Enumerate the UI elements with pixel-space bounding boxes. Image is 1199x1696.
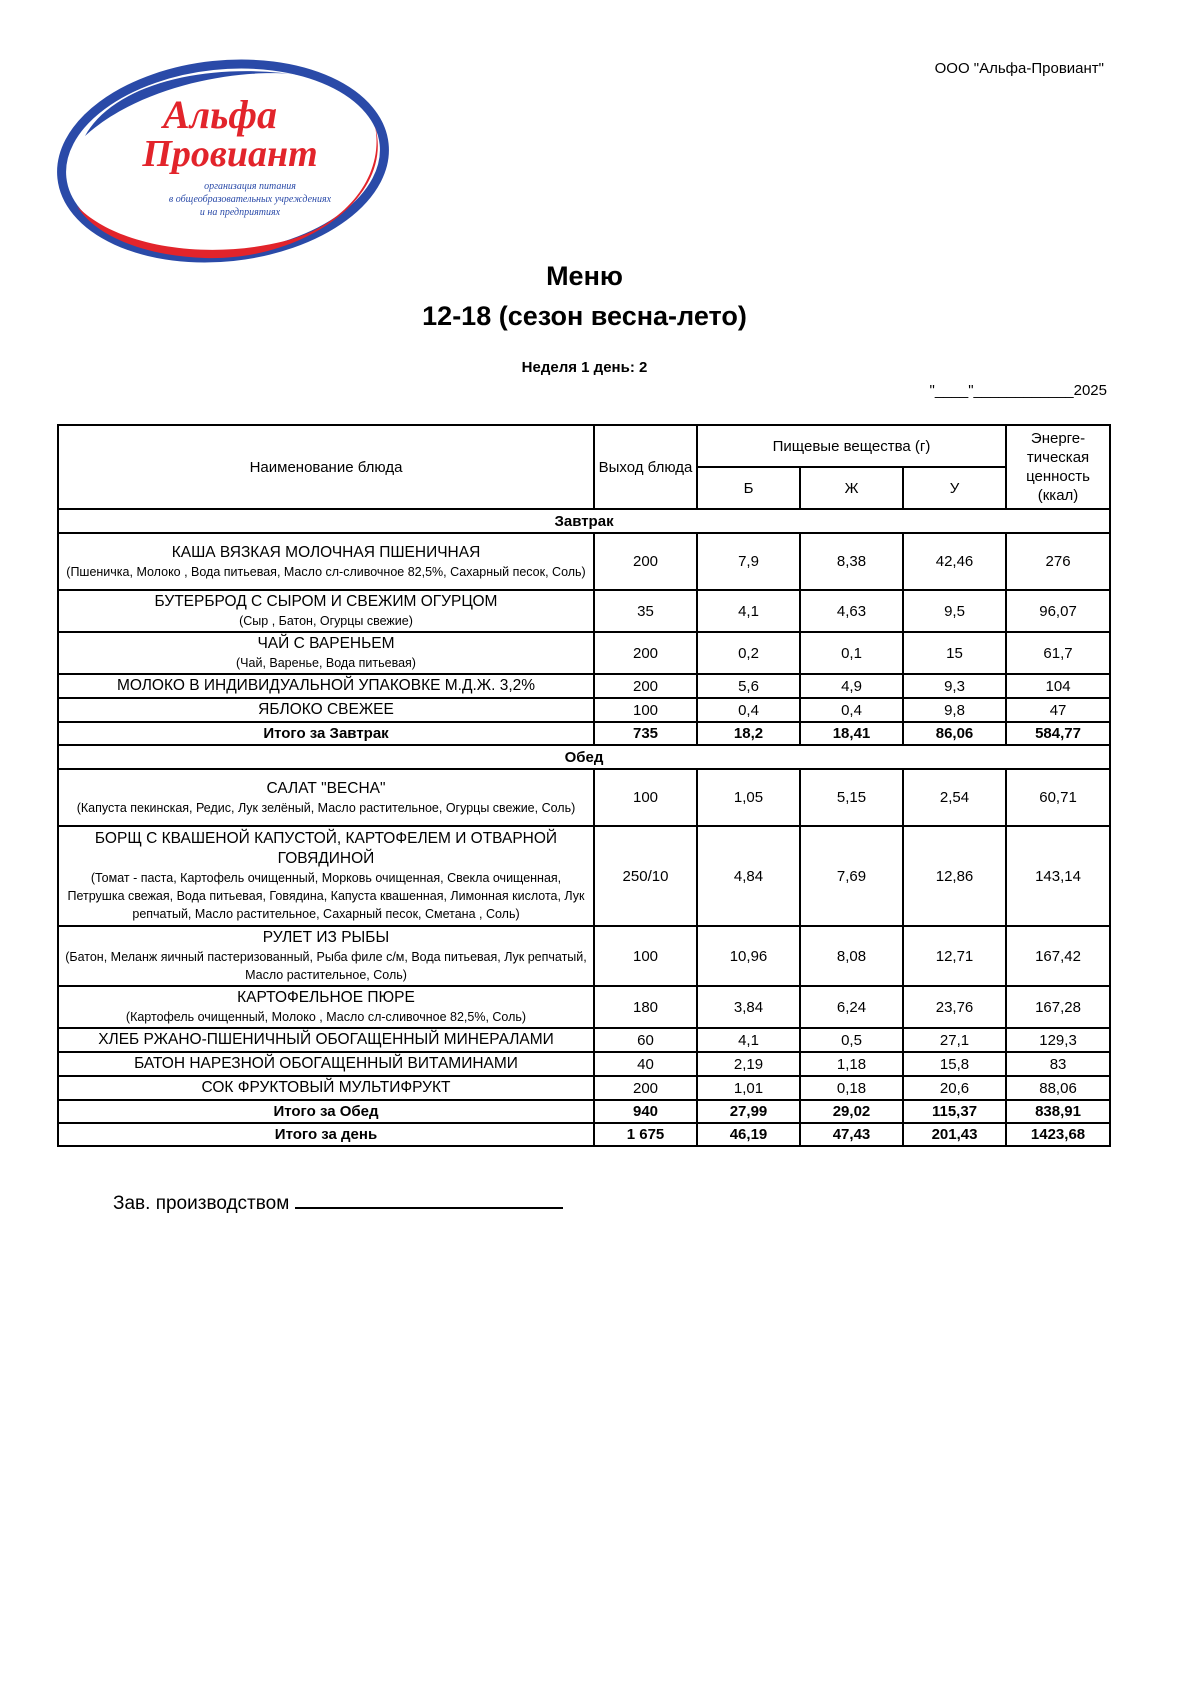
total-kcal: 838,91 (1006, 1100, 1110, 1123)
total-label: Итого за Завтрак (58, 722, 594, 745)
section-lunch: Обед (58, 745, 1110, 769)
table-row (58, 1028, 1110, 1052)
header-name: Наименование блюда (58, 425, 594, 509)
header-energy: Энерге-тическая ценность (ккал) (1006, 425, 1110, 509)
dish-fat: 0,18 (800, 1076, 903, 1100)
total-yield: 940 (594, 1100, 697, 1123)
dish-yield: 60 (594, 1028, 697, 1052)
dish-name: САЛАТ "ВЕСНА" (266, 779, 386, 797)
table-row (58, 1076, 1110, 1100)
total-label: Итого за Обед (58, 1100, 594, 1123)
dish-kcal: 88,06 (1006, 1076, 1110, 1100)
dish-name: ХЛЕБ РЖАНО-ПШЕНИЧНЫЙ ОБОГАЩЕННЫЙ МИНЕРАЛАМИ (98, 1031, 554, 1048)
dish-fat: 8,38 (800, 533, 903, 590)
table-row (58, 590, 1110, 632)
dish-yield: 200 (594, 1076, 697, 1100)
day-total-yield: 1 675 (594, 1123, 697, 1146)
dish-protein: 2,19 (697, 1052, 800, 1076)
dish-yield: 200 (594, 674, 697, 698)
dish-yield: 100 (594, 698, 697, 722)
dish-fat: 4,63 (800, 590, 903, 632)
dish-fat: 8,08 (800, 926, 903, 986)
table-row (58, 632, 1110, 674)
dish-protein: 1,05 (697, 769, 800, 826)
dish-yield: 35 (594, 590, 697, 632)
dish-fat: 5,15 (800, 769, 903, 826)
dish-yield: 200 (594, 632, 697, 674)
dish-carbs: 12,86 (903, 826, 1006, 926)
dish-yield: 250/10 (594, 826, 697, 926)
header-protein: Б (697, 467, 800, 509)
date-field: "____"____________2025 (929, 382, 1107, 399)
total-protein: 27,99 (697, 1100, 800, 1123)
dish-carbs: 9,5 (903, 590, 1006, 632)
dish-ingredients: (Чай, Варенье, Вода питьевая) (236, 656, 416, 670)
logo-sub2: в общеобразовательных учреждениях (168, 194, 332, 205)
table-row-total (58, 1100, 1110, 1123)
dish-protein: 5,6 (697, 674, 800, 698)
table-row-total (58, 722, 1110, 745)
table-row (58, 674, 1110, 698)
table-row (58, 1052, 1110, 1076)
dish-carbs: 9,8 (903, 698, 1006, 722)
dish-fat: 0,5 (800, 1028, 903, 1052)
logo-sub3: и на предприятиях (199, 207, 281, 218)
header-yield: Выход блюда (594, 425, 697, 509)
dish-ingredients: (Картофель очищенный, Молоко , Масло сл-сливочное 82,5%, Соль) (125, 1010, 527, 1024)
dish-protein: 0,4 (697, 698, 800, 722)
table-row (58, 926, 1110, 986)
dish-name: ЧАЙ С ВАРЕНЬЕМ (257, 635, 395, 652)
day-total-carbs: 201,43 (903, 1123, 1006, 1146)
dish-fat: 4,9 (800, 674, 903, 698)
total-yield: 735 (594, 722, 697, 745)
total-carbs: 115,37 (903, 1100, 1006, 1123)
dish-fat: 7,69 (800, 826, 903, 926)
dish-kcal: 47 (1006, 698, 1110, 722)
dish-protein: 0,2 (697, 632, 800, 674)
dish-name: БОРЩ С КВАШЕНОЙ КАПУСТОЙ, КАРТОФЕЛЕМ И ОТВАРНОЙ ГОВЯДИНОЙ (94, 830, 558, 867)
table-row (58, 698, 1110, 722)
dish-protein: 7,9 (697, 533, 800, 590)
dish-kcal: 96,07 (1006, 590, 1110, 632)
dish-carbs: 9,3 (903, 674, 1006, 698)
dish-yield: 180 (594, 986, 697, 1028)
dish-ingredients: (Томат - паста, Картофель очищенный, Морковь очищенная, Свекла очищенная, Петрушка свежая, Вода питьевая, Говядина, Капуста квашенная, Лимонная кислота, Лук репчатый, Масло растительное, Сахарный песок, Сметана , Соль) (67, 871, 585, 921)
total-fat: 18,41 (800, 722, 903, 745)
dish-carbs: 15,8 (903, 1052, 1006, 1076)
dish-yield: 100 (594, 769, 697, 826)
dish-name: РУЛЕТ ИЗ РЫБЫ (262, 929, 390, 946)
dish-fat: 6,24 (800, 986, 903, 1028)
header-fat: Ж (800, 467, 903, 509)
page-subtitle: 12-18 (сезон весна-лето) (422, 301, 747, 331)
header-nutrients: Пищевые вещества (г) (697, 425, 1006, 467)
section-breakfast: Завтрак (58, 509, 1110, 533)
dish-kcal: 143,14 (1006, 826, 1110, 926)
week-day-label: Неделя 1 день: 2 (521, 359, 648, 376)
dish-ingredients: (Пшеничка, Молоко , Вода питьевая, Масло сл-сливочное 82,5%, Сахарный песок, Соль) (66, 564, 586, 579)
dish-yield: 200 (594, 533, 697, 590)
dish-yield: 100 (594, 926, 697, 986)
total-carbs: 86,06 (903, 722, 1006, 745)
logo-sub1: организация питания (204, 181, 296, 192)
dish-kcal: 276 (1006, 533, 1110, 590)
dish-carbs: 23,76 (903, 986, 1006, 1028)
signature-label: Зав. производством (113, 1193, 290, 1214)
dish-carbs: 15 (903, 632, 1006, 674)
table-row (58, 986, 1110, 1028)
dish-protein: 4,84 (697, 826, 800, 926)
dish-name: ЯБЛОКО СВЕЖЕЕ (258, 701, 394, 718)
dish-name: КАРТОФЕЛЬНОЕ ПЮРЕ (237, 989, 415, 1006)
logo-line2: Провиант (142, 133, 318, 175)
dish-kcal: 61,7 (1006, 632, 1110, 674)
signature-line (295, 1191, 563, 1209)
dish-carbs: 20,6 (903, 1076, 1006, 1100)
dish-kcal: 167,42 (1006, 926, 1110, 986)
dish-carbs: 27,1 (903, 1028, 1006, 1052)
dish-kcal: 104 (1006, 674, 1110, 698)
total-fat: 29,02 (800, 1100, 903, 1123)
dish-protein: 1,01 (697, 1076, 800, 1100)
table-row (58, 769, 1110, 826)
day-total-protein: 46,19 (697, 1123, 800, 1146)
signature-block (113, 1191, 563, 1215)
dish-protein: 4,1 (697, 1028, 800, 1052)
table-row (58, 826, 1110, 926)
total-protein: 18,2 (697, 722, 800, 745)
dish-fat: 0,4 (800, 698, 903, 722)
table-row (58, 533, 1110, 590)
dish-protein: 3,84 (697, 986, 800, 1028)
dish-kcal: 83 (1006, 1052, 1110, 1076)
dish-ingredients: (Сыр , Батон, Огурцы свежие) (239, 614, 413, 628)
header-carbs: У (903, 467, 1006, 509)
dish-yield: 40 (594, 1052, 697, 1076)
dish-protein: 4,1 (697, 590, 800, 632)
dish-kcal: 129,3 (1006, 1028, 1110, 1052)
company-logo (55, 56, 391, 266)
dish-name: СОК ФРУКТОВЫЙ МУЛЬТИФРУКТ (201, 1079, 451, 1096)
dish-name: БАТОН НАРЕЗНОЙ ОБОГАЩЕННЫЙ ВИТАМИНАМИ (134, 1055, 518, 1072)
dish-carbs: 12,71 (903, 926, 1006, 986)
dish-carbs: 2,54 (903, 769, 1006, 826)
page-title: Меню (546, 261, 623, 291)
dish-name: МОЛОКО В ИНДИВИДУАЛЬНОЙ УПАКОВКЕ М.Д.Ж. 3,2% (116, 677, 536, 694)
logo-line1: Альфа (162, 92, 278, 137)
dish-kcal: 60,71 (1006, 769, 1110, 826)
dish-name: БУТЕРБРОД С СЫРОМ И СВЕЖИМ ОГУРЦОМ (154, 593, 498, 610)
dish-name: КАША ВЯЗКАЯ МОЛОЧНАЯ ПШЕНИЧНАЯ (171, 543, 481, 561)
dish-fat: 0,1 (800, 632, 903, 674)
day-total-fat: 47,43 (800, 1123, 903, 1146)
total-kcal: 584,77 (1006, 722, 1110, 745)
company-name: ООО "Альфа-Провиант" (934, 60, 1104, 77)
table-row-day-total (58, 1123, 1110, 1146)
dish-fat: 1,18 (800, 1052, 903, 1076)
dish-ingredients: (Батон, Меланж яичный пастеризованный, Рыба филе с/м, Вода питьевая, Лук репчатый, Масло растительное, Соль) (65, 950, 587, 982)
day-total-kcal: 1423,68 (1006, 1123, 1110, 1146)
day-total-label: Итого за день (58, 1123, 594, 1146)
menu-table (57, 424, 1111, 1147)
dish-protein: 10,96 (697, 926, 800, 986)
dish-ingredients: (Капуста пекинская, Редис, Лук зелёный, Масло растительное, Огурцы свежие, Соль) (76, 800, 576, 815)
dish-carbs: 42,46 (903, 533, 1006, 590)
dish-kcal: 167,28 (1006, 986, 1110, 1028)
